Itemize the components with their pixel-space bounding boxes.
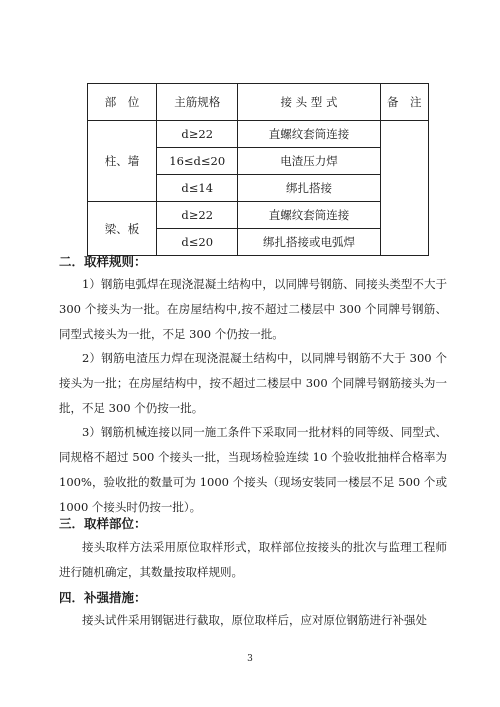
spec-cell: d≤14 xyxy=(156,175,237,202)
type-cell: 电渣压力焊 xyxy=(238,148,380,175)
type-cell: 绑扎搭接或电弧焊 xyxy=(238,229,380,256)
section-title-reinforcement: 四．补强措施： xyxy=(59,590,147,605)
remarks-cell xyxy=(380,121,428,256)
spec-cell: d≤20 xyxy=(156,229,237,256)
table-row xyxy=(88,202,429,229)
paragraph-electroslag-welding: 2）钢筋电渣压力焊在现浇混凝土结构中，以同牌号钢筋不大于 300 个接头为一批；在房屋结构中，按不超过二楼层中 300 个同牌号钢筋接头为一批，不足 300 个仍按一批。 xyxy=(59,351,447,415)
spec-cell: d≥22 xyxy=(156,202,237,229)
table-row xyxy=(88,121,429,148)
header-remarks: 备 注 xyxy=(380,84,428,121)
spec-cell: 16≤d≤20 xyxy=(156,148,237,175)
paragraph-mechanical-splice: 3）钢筋机械连接以同一施工条件下采取同一批材料的同等级、同型式、同规格不超过 500 个接头一批，当现场检验连续 10 个验收批抽样合格率为 100%，验收批的数量可为 1000 个接头（现场安装同一楼层不足 500 个或 1000 个接头时仍按一批）。 xyxy=(59,425,447,514)
location-cell: 柱、墙 xyxy=(88,121,157,202)
section-title-sampling-location: 三．取样部位： xyxy=(59,516,147,531)
paragraph-sampling-location: 接头取样方法采用原位取样形式，取样部位按接头的批次与监理工程师进行随机确定，其数量按取样规则。 xyxy=(59,540,447,579)
header-location: 部 位 xyxy=(88,84,157,121)
paragraph-electric-arc-welding: 1）钢筋电弧焊在现浇混凝土结构中，以同牌号钢筋、同接头类型不大于 300 个接头为一批。在房屋结构中,按不超过二楼层中 300 个同牌号钢筋、同型式接头为一批，不足 300 个仍按一批。 xyxy=(59,277,447,341)
type-cell: 直螺纹套筒连接 xyxy=(238,121,380,148)
table-header-row xyxy=(88,84,429,121)
type-cell: 直螺纹套筒连接 xyxy=(238,202,380,229)
header-rebar-spec: 主筋规格 xyxy=(156,84,237,121)
header-splice-type: 接 头 型 式 xyxy=(238,84,380,121)
page-number: 3 xyxy=(247,654,253,664)
location-cell: 梁、板 xyxy=(88,202,157,256)
paragraph-reinforcement: 接头试件采用钢锯进行截取，原位取样后，应对原位钢筋进行补强处 xyxy=(82,613,427,627)
section-title-sampling-rules: 二．取样规则： xyxy=(59,254,147,269)
spec-cell: d≥22 xyxy=(156,121,237,148)
type-cell: 绑扎搭接 xyxy=(238,175,380,202)
splice-spec-table xyxy=(87,83,429,256)
